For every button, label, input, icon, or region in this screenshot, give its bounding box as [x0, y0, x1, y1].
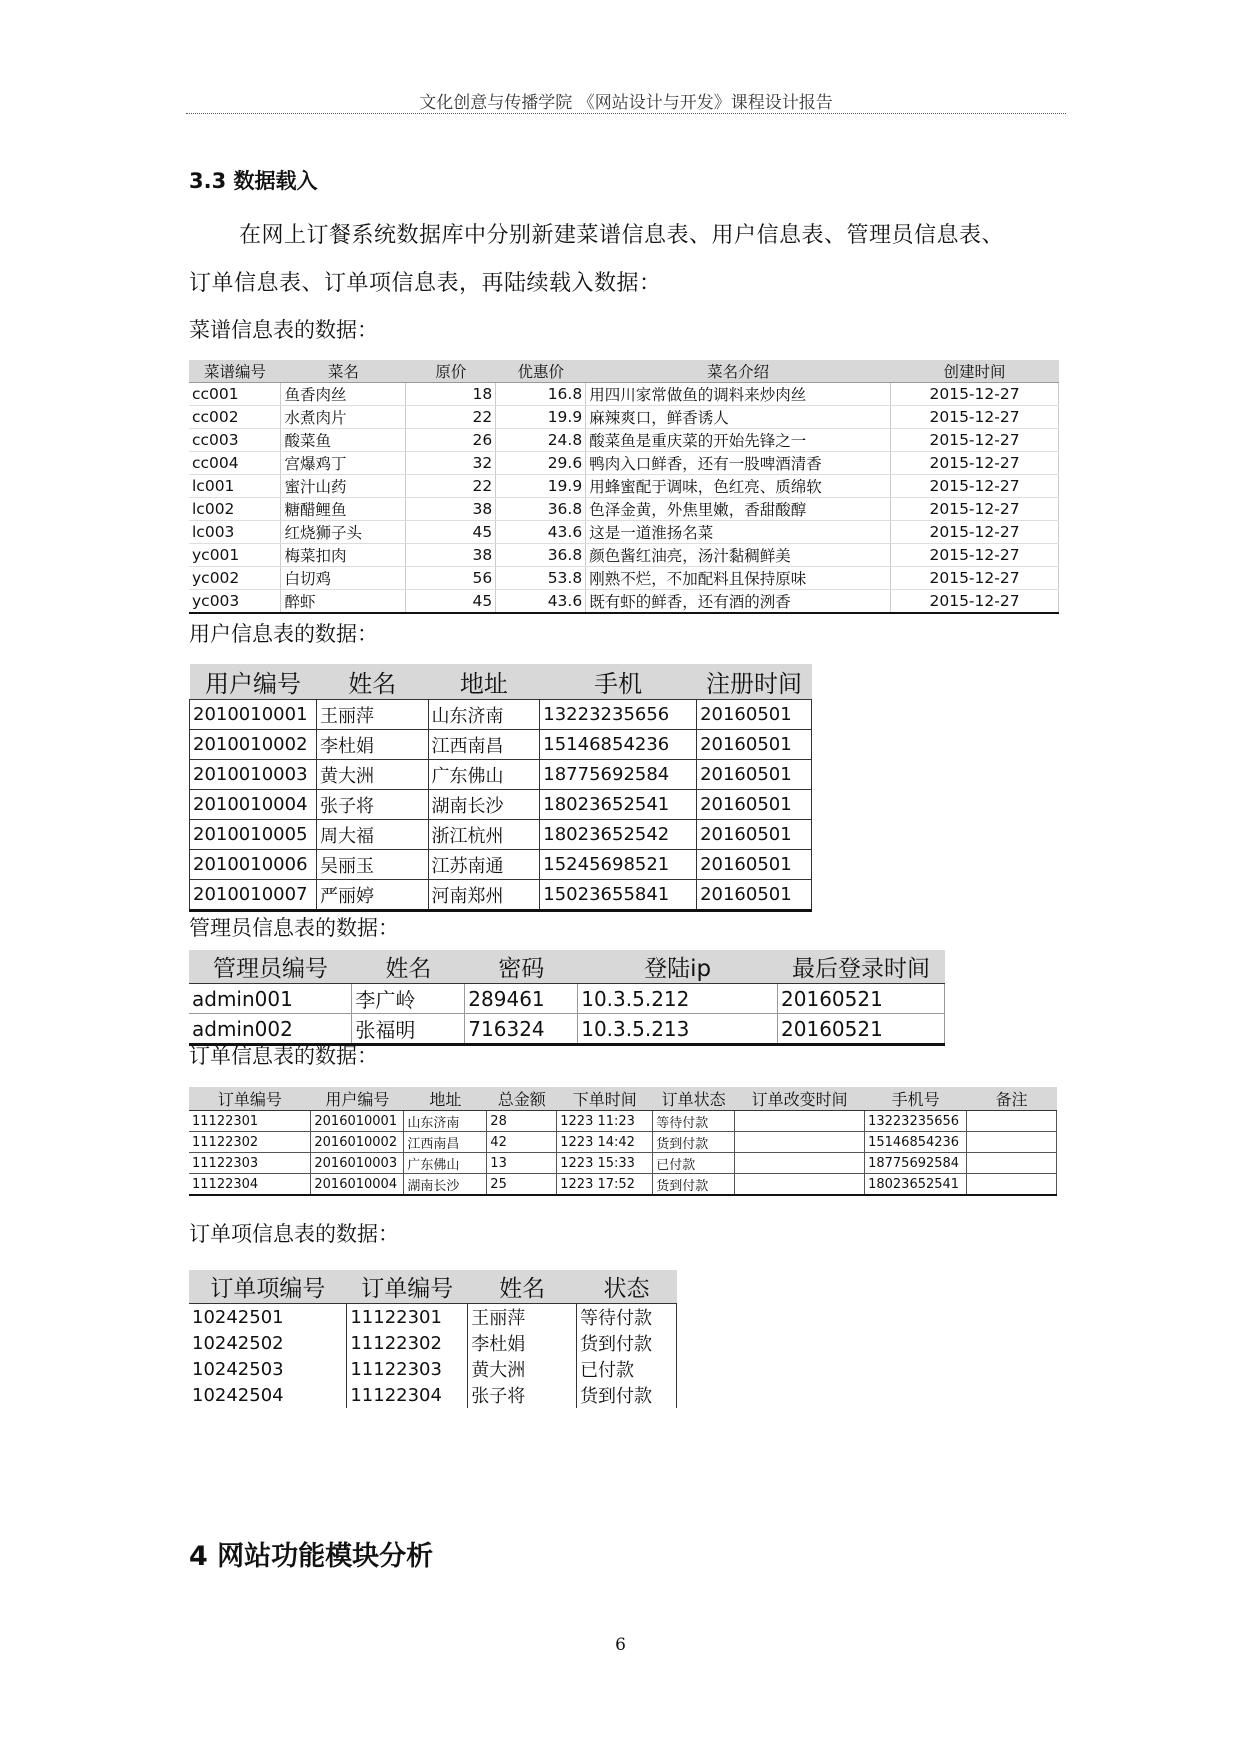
- table-row: [190, 820, 812, 850]
- column-header: 用户编号: [311, 1087, 404, 1111]
- table-cell: 色泽金黄，外焦里嫩，香甜酸醇: [586, 498, 891, 521]
- table-cell: 2015-12-27: [891, 452, 1059, 475]
- column-header: 地址: [404, 1087, 487, 1111]
- user-table: [189, 664, 812, 912]
- table-cell: lc002: [189, 498, 281, 521]
- table-row: [189, 406, 1059, 429]
- table-row: [189, 567, 1059, 590]
- table-cell: 25: [487, 1174, 557, 1196]
- table-cell: 10.3.5.212: [578, 984, 778, 1014]
- order-table-label: 订单信息表的数据：: [189, 1044, 378, 1068]
- table-row: [189, 383, 1059, 406]
- table-cell: [967, 1174, 1057, 1196]
- table-cell: admin002: [189, 1014, 352, 1045]
- menu-table-label: 菜谱信息表的数据：: [189, 318, 378, 342]
- table-cell: 10.3.5.213: [578, 1014, 778, 1045]
- table-cell: 货到付款: [653, 1132, 735, 1153]
- table-cell: 2015-12-27: [891, 567, 1059, 590]
- table-cell: 浙江杭州: [428, 820, 540, 850]
- table-row: [189, 1356, 677, 1382]
- table-cell: 2010010006: [190, 850, 317, 880]
- table-cell: 广东佛山: [428, 760, 540, 790]
- table-cell: 等待付款: [577, 1304, 677, 1331]
- table-cell: 20160501: [697, 880, 812, 911]
- table-cell: 10242503: [189, 1356, 347, 1382]
- table-cell: 45: [406, 590, 496, 614]
- table-cell: 白切鸡: [281, 567, 406, 590]
- table-cell: lc001: [189, 475, 281, 498]
- user-table-body: [190, 700, 812, 911]
- table-cell: 28: [487, 1111, 557, 1132]
- table-cell: 15146854236: [865, 1132, 967, 1153]
- table-cell: 38: [406, 544, 496, 567]
- table-cell: 16.8: [496, 383, 586, 406]
- table-cell: 吴丽玉: [316, 850, 428, 880]
- table-cell: 这是一道淮扬名菜: [586, 521, 891, 544]
- paragraph-line-1: 在网上订餐系统数据库中分别新建菜谱信息表、用户信息表、管理员信息表、: [239, 223, 1005, 248]
- column-header: 状态: [577, 1270, 677, 1304]
- table-row: [190, 760, 812, 790]
- table-cell: 2010010003: [190, 760, 317, 790]
- column-header: 订单改变时间: [735, 1087, 865, 1111]
- page-number: 6: [615, 1635, 626, 1655]
- table-cell: 11122302: [189, 1132, 311, 1153]
- table-cell: 湖南长沙: [428, 790, 540, 820]
- table-cell: 用四川家常做鱼的调料来炒肉丝: [586, 383, 891, 406]
- table-cell: 刚熟不烂，不加配料且保持原味: [586, 567, 891, 590]
- table-cell: 15245698521: [540, 850, 697, 880]
- menu-table-body: [189, 383, 1059, 614]
- table-cell: 11122302: [347, 1330, 468, 1356]
- table-cell: [967, 1111, 1057, 1132]
- section-title: 3.3 数据载入: [189, 169, 318, 193]
- table-cell: 2015-12-27: [891, 406, 1059, 429]
- table-cell: 716324: [465, 1014, 578, 1045]
- table-cell: 酸菜鱼是重庆菜的开始先锋之一: [586, 429, 891, 452]
- table-cell: 10242501: [189, 1304, 347, 1331]
- table-cell: 13223235656: [865, 1111, 967, 1132]
- table-cell: 20160501: [697, 730, 812, 760]
- table-cell: yc001: [189, 544, 281, 567]
- user-table-label: 用户信息表的数据：: [189, 622, 378, 646]
- table-cell: cc003: [189, 429, 281, 452]
- admin-table-label: 管理员信息表的数据：: [189, 916, 399, 940]
- table-cell: 糖醋鲤鱼: [281, 498, 406, 521]
- section-title-4: 4 网站功能模块分析: [189, 1541, 434, 1572]
- table-cell: cc002: [189, 406, 281, 429]
- table-row: [190, 850, 812, 880]
- column-header: 姓名: [468, 1270, 577, 1304]
- table-cell: 18023652542: [540, 820, 697, 850]
- column-header: 总金额: [487, 1087, 557, 1111]
- table-cell: 货到付款: [653, 1174, 735, 1196]
- table-cell: 2010010001: [190, 700, 317, 730]
- column-header: 用户编号: [190, 664, 317, 700]
- table-cell: 已付款: [577, 1356, 677, 1382]
- column-header: 订单编号: [347, 1270, 468, 1304]
- column-header: 手机: [540, 664, 697, 700]
- table-cell: 严丽婷: [316, 880, 428, 911]
- order-table-body: [189, 1111, 1057, 1196]
- table-cell: 江苏南通: [428, 850, 540, 880]
- table-cell: 广东佛山: [404, 1153, 487, 1174]
- table-cell: 18775692584: [540, 760, 697, 790]
- table-cell: 10242502: [189, 1330, 347, 1356]
- table-cell: 酸菜鱼: [281, 429, 406, 452]
- table-cell: 1223 17:52: [557, 1174, 653, 1196]
- column-header: 备注: [967, 1087, 1057, 1111]
- table-cell: 43.6: [496, 590, 586, 614]
- table-row: [189, 1330, 677, 1356]
- table-cell: 18023652541: [540, 790, 697, 820]
- table-cell: 56: [406, 567, 496, 590]
- table-cell: 20160521: [778, 984, 945, 1014]
- paragraph-line-2: 订单信息表、订单项信息表，再陆续载入数据：: [189, 271, 662, 296]
- table-cell: 2015-12-27: [891, 521, 1059, 544]
- table-cell: 红烧狮子头: [281, 521, 406, 544]
- table-row: [189, 544, 1059, 567]
- table-row: [189, 1132, 1057, 1153]
- menu-table-header: [189, 360, 1059, 383]
- column-header: 菜谱编号: [189, 360, 281, 383]
- table-cell: 用蜂蜜配于调味，色红亮、质绵软: [586, 475, 891, 498]
- table-cell: 2010010007: [190, 880, 317, 911]
- table-cell: 山东济南: [428, 700, 540, 730]
- column-header: 登陆ip: [578, 950, 778, 984]
- table-cell: 黄大洲: [468, 1356, 577, 1382]
- table-cell: lc003: [189, 521, 281, 544]
- menu-table: [189, 360, 1059, 614]
- column-header: 菜名介绍: [586, 360, 891, 383]
- table-row: [189, 1174, 1057, 1196]
- table-cell: 36.8: [496, 498, 586, 521]
- table-cell: 1223 14:42: [557, 1132, 653, 1153]
- table-cell: 2010010002: [190, 730, 317, 760]
- table-cell: 李杜娟: [316, 730, 428, 760]
- table-row: [189, 1382, 677, 1408]
- table-cell: 10242504: [189, 1382, 347, 1408]
- table-cell: 王丽萍: [316, 700, 428, 730]
- table-cell: 22: [406, 406, 496, 429]
- table-cell: 11122301: [189, 1111, 311, 1132]
- column-header: 创建时间: [891, 360, 1059, 383]
- item-table-header: [189, 1270, 677, 1304]
- order-table-header: [189, 1087, 1057, 1111]
- table-cell: 鱼香肉丝: [281, 383, 406, 406]
- table-cell: 梅菜扣肉: [281, 544, 406, 567]
- column-header: 下单时间: [557, 1087, 653, 1111]
- table-row: [189, 1153, 1057, 1174]
- table-cell: 38: [406, 498, 496, 521]
- table-cell: 26: [406, 429, 496, 452]
- table-cell: 2016010004: [311, 1174, 404, 1196]
- table-cell: 11122301: [347, 1304, 468, 1331]
- table-cell: 鸭肉入口鲜香，还有一股啤酒清香: [586, 452, 891, 475]
- table-row: [189, 498, 1059, 521]
- table-cell: 15146854236: [540, 730, 697, 760]
- table-cell: 43.6: [496, 521, 586, 544]
- table-cell: 湖南长沙: [404, 1174, 487, 1196]
- column-header: 姓名: [316, 664, 428, 700]
- table-cell: [735, 1174, 865, 1196]
- table-row: [189, 429, 1059, 452]
- table-cell: 张子将: [468, 1382, 577, 1408]
- table-cell: cc001: [189, 383, 281, 406]
- table-cell: yc002: [189, 567, 281, 590]
- table-cell: 已付款: [653, 1153, 735, 1174]
- table-row: [189, 1111, 1057, 1132]
- table-cell: 张子将: [316, 790, 428, 820]
- admin-table-header: [189, 950, 945, 984]
- table-cell: 19.9: [496, 475, 586, 498]
- table-cell: 河南郑州: [428, 880, 540, 911]
- table-row: [189, 452, 1059, 475]
- table-cell: 2015-12-27: [891, 383, 1059, 406]
- table-row: [189, 475, 1059, 498]
- column-header: 优惠价: [496, 360, 586, 383]
- table-cell: 2016010001: [311, 1111, 404, 1132]
- column-header: 管理员编号: [189, 950, 352, 984]
- item-table-body: [189, 1304, 677, 1409]
- table-cell: [735, 1132, 865, 1153]
- table-cell: 20160501: [697, 850, 812, 880]
- table-cell: 11122304: [347, 1382, 468, 1408]
- table-cell: cc004: [189, 452, 281, 475]
- table-cell: 22: [406, 475, 496, 498]
- table-cell: 李杜娟: [468, 1330, 577, 1356]
- table-cell: 水煮肉片: [281, 406, 406, 429]
- table-cell: 2016010003: [311, 1153, 404, 1174]
- table-cell: 45: [406, 521, 496, 544]
- table-cell: 2010010005: [190, 820, 317, 850]
- item-table-label: 订单项信息表的数据：: [189, 1222, 399, 1246]
- table-cell: 20160501: [697, 790, 812, 820]
- table-row: [190, 790, 812, 820]
- page-header: 文化创意与传播学院 《网站设计与开发》课程设计报告: [419, 93, 833, 113]
- table-cell: 2010010004: [190, 790, 317, 820]
- table-cell: 山东济南: [404, 1111, 487, 1132]
- table-cell: 2015-12-27: [891, 475, 1059, 498]
- table-cell: admin001: [189, 984, 352, 1014]
- table-cell: 等待付款: [653, 1111, 735, 1132]
- column-header: 注册时间: [697, 664, 812, 700]
- table-cell: 江西南昌: [428, 730, 540, 760]
- table-cell: 李广岭: [352, 984, 465, 1014]
- table-row: [190, 700, 812, 730]
- table-cell: 15023655841: [540, 880, 697, 911]
- table-cell: 29.6: [496, 452, 586, 475]
- table-cell: 醉虾: [281, 590, 406, 614]
- table-cell: 20160501: [697, 820, 812, 850]
- table-cell: 蜜汁山药: [281, 475, 406, 498]
- table-cell: 24.8: [496, 429, 586, 452]
- table-row: [190, 730, 812, 760]
- table-cell: 19.9: [496, 406, 586, 429]
- table-cell: 宫爆鸡丁: [281, 452, 406, 475]
- column-header: 订单状态: [653, 1087, 735, 1111]
- table-cell: [735, 1111, 865, 1132]
- table-cell: 2015-12-27: [891, 429, 1059, 452]
- column-header: 地址: [428, 664, 540, 700]
- table-cell: 1223 15:33: [557, 1153, 653, 1174]
- table-cell: [967, 1153, 1057, 1174]
- table-cell: 货到付款: [577, 1330, 677, 1356]
- user-table-header: [190, 664, 812, 700]
- table-cell: 20160521: [778, 1014, 945, 1045]
- table-cell: 既有虾的鲜香，还有酒的洌香: [586, 590, 891, 614]
- table-cell: 2015-12-27: [891, 544, 1059, 567]
- table-cell: 颜色酱红油亮，汤汁黏稠鲜美: [586, 544, 891, 567]
- column-header: 订单编号: [189, 1087, 311, 1111]
- table-cell: 20160501: [697, 700, 812, 730]
- table-cell: 麻辣爽口，鲜香诱人: [586, 406, 891, 429]
- table-cell: 53.8: [496, 567, 586, 590]
- table-cell: 32: [406, 452, 496, 475]
- table-cell: 18775692584: [865, 1153, 967, 1174]
- table-cell: 2016010002: [311, 1132, 404, 1153]
- column-header: 菜名: [281, 360, 406, 383]
- column-header: 手机号: [865, 1087, 967, 1111]
- table-row: [189, 590, 1059, 614]
- column-header: 原价: [406, 360, 496, 383]
- table-row: [189, 984, 945, 1014]
- table-cell: 289461: [465, 984, 578, 1014]
- column-header: 最后登录时间: [778, 950, 945, 984]
- table-cell: 王丽萍: [468, 1304, 577, 1331]
- table-cell: [967, 1132, 1057, 1153]
- column-header: 订单项编号: [189, 1270, 347, 1304]
- table-cell: 42: [487, 1132, 557, 1153]
- table-cell: 20160501: [697, 760, 812, 790]
- table-row: [189, 521, 1059, 544]
- table-row: [190, 880, 812, 911]
- table-cell: [735, 1153, 865, 1174]
- table-cell: 11122303: [347, 1356, 468, 1382]
- table-cell: 黄大洲: [316, 760, 428, 790]
- table-cell: 2015-12-27: [891, 590, 1059, 614]
- admin-table: [189, 950, 945, 1046]
- table-cell: 11122303: [189, 1153, 311, 1174]
- table-cell: 江西南昌: [404, 1132, 487, 1153]
- table-cell: 13: [487, 1153, 557, 1174]
- header-divider: [186, 113, 1066, 114]
- table-cell: 18: [406, 383, 496, 406]
- table-cell: 1223 11:23: [557, 1111, 653, 1132]
- table-cell: 周大福: [316, 820, 428, 850]
- table-cell: 11122304: [189, 1174, 311, 1196]
- order-item-table: [189, 1270, 677, 1408]
- table-cell: 13223235656: [540, 700, 697, 730]
- table-cell: yc003: [189, 590, 281, 614]
- order-table: [189, 1087, 1057, 1196]
- table-row: [189, 1304, 677, 1331]
- table-cell: 货到付款: [577, 1382, 677, 1408]
- column-header: 姓名: [352, 950, 465, 984]
- table-cell: 18023652541: [865, 1174, 967, 1196]
- table-cell: 张福明: [352, 1014, 465, 1045]
- admin-table-body: [189, 984, 945, 1045]
- column-header: 密码: [465, 950, 578, 984]
- table-cell: 2015-12-27: [891, 498, 1059, 521]
- table-cell: 36.8: [496, 544, 586, 567]
